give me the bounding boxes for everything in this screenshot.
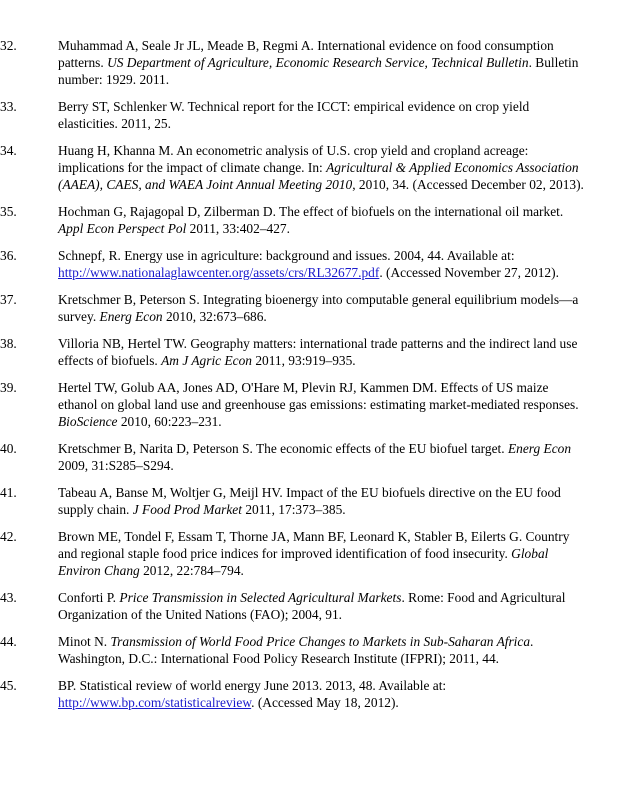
reference-text-segment: Kretschmer B, Peterson S. Integrating bioenergy into computable general equilibrium models—a survey. — [58, 292, 579, 324]
reference-number: 34. — [0, 143, 17, 158]
reference-item — [0, 440, 617, 474]
reference-list — [0, 37, 617, 711]
reference-item — [0, 484, 617, 518]
reference-link[interactable]: http://www.bp.com/statisticalreview — [58, 695, 252, 710]
reference-number: 38. — [0, 336, 17, 351]
reference-number: 40. — [0, 441, 17, 456]
reference-item — [0, 633, 617, 667]
reference-number: 35. — [0, 204, 17, 219]
reference-item — [0, 291, 617, 325]
reference-text — [58, 292, 578, 324]
reference-text — [58, 590, 565, 622]
reference-item — [0, 203, 617, 237]
reference-source-title: US Department of Agriculture, Economic Research Service, Technical Bulletin — [107, 55, 529, 70]
reference-text — [58, 380, 579, 429]
reference-text — [58, 529, 569, 578]
reference-text-segment: , 2010, 34. (Accessed December 02, 2013). — [352, 177, 584, 192]
reference-text-segment: Hochman G, Rajagopal D, Zilberman D. The effect of biofuels on the international oil market. — [58, 204, 564, 219]
reference-number: 44. — [0, 634, 17, 649]
reference-text-segment: Schnepf, R. Energy use in agriculture: background and issues. 2004, 44. Available at: — [58, 248, 515, 263]
reference-text-segment: Hertel TW, Golub AA, Jones AD, O'Hare M, Plevin RJ, Kammen DM. Effects of US maize ethanol on global land use and greenhouse gas emissions: estimating market-mediated responses. — [58, 380, 579, 412]
reference-source-title: Agricultural & Applied Economics Association (AAEA), CAES, and WAEA Joint Annual Meeting 2010 — [58, 160, 579, 192]
reference-item — [0, 379, 617, 430]
reference-number: 39. — [0, 380, 17, 395]
reference-item — [0, 677, 617, 711]
reference-text — [58, 485, 561, 517]
reference-number: 45. — [0, 678, 17, 693]
reference-item — [0, 335, 617, 369]
reference-item — [0, 37, 617, 88]
reference-text-segment: . Washington, D.C.: International Food Policy Research Institute (IFPRI); 2011, 44. — [58, 634, 534, 666]
reference-link[interactable]: http://www.nationalaglawcenter.org/assets/crs/RL32677.pdf — [58, 265, 380, 280]
reference-text-segment: 2011, 33:402–427. — [186, 221, 290, 236]
reference-text — [58, 441, 571, 473]
reference-text-segment: Brown ME, Tondel F, Essam T, Thorne JA, Mann BF, Leonard K, Stabler B, Eilerts G. Country and regional staple food price indices for improved identification of food insecurity. — [58, 529, 570, 561]
reference-text-segment: 2012, 22:784–794. — [139, 563, 244, 578]
reference-text-segment: BP. Statistical review of world energy June 2013. 2013, 48. Available at: — [58, 678, 447, 693]
reference-item — [0, 589, 617, 623]
reference-text — [58, 204, 563, 236]
reference-source-title: Price Transmission in Selected Agricultural Markets — [119, 590, 402, 605]
reference-source-title: Energ Econ — [99, 309, 163, 324]
reference-item — [0, 142, 617, 193]
reference-text-segment: . Rome: Food and Agricultural Organization of the United Nations (FAO); 2004, 91. — [58, 590, 566, 622]
reference-text-segment: . (Accessed November 27, 2012). — [379, 265, 559, 280]
reference-text — [58, 143, 584, 192]
reference-text-segment: Conforti P. — [58, 590, 120, 605]
reference-number: 41. — [0, 485, 17, 500]
reference-source-title: Transmission of World Food Price Changes to Markets in Sub-Saharan Africa — [110, 634, 531, 649]
reference-text-segment: . Bulletin number: 1929. 2011. — [58, 55, 579, 87]
reference-number: 36. — [0, 248, 17, 263]
reference-text-segment: Villoria NB, Hertel TW. Geography matters: international trade patterns and the indirect land use effects of biofuels. — [58, 336, 578, 368]
reference-text — [58, 99, 529, 131]
reference-text-segment: Berry ST, Schlenker W. Technical report for the ICCT: empirical evidence on crop yield elasticities. 2011, 25. — [58, 99, 530, 131]
reference-text-segment: 2011, 17:373–385. — [241, 502, 346, 517]
reference-number: 37. — [0, 292, 17, 307]
reference-text-segment: Muhammad A, Seale Jr JL, Meade B, Regmi A. International evidence on food consumption patterns. — [58, 38, 554, 70]
reference-number: 32. — [0, 38, 17, 53]
reference-item — [0, 528, 617, 579]
reference-text — [58, 38, 578, 87]
reference-source-title: BioScience — [58, 414, 118, 429]
reference-text-segment: 2009, 31:S285–S294. — [58, 458, 174, 473]
reference-text — [58, 678, 446, 710]
reference-number: 43. — [0, 590, 17, 605]
reference-text — [58, 336, 577, 368]
reference-source-title: J Food Prod Market — [132, 502, 242, 517]
reference-text-segment: Kretschmer B, Narita D, Peterson S. The economic effects of the EU biofuel target. — [58, 441, 508, 456]
reference-text-segment: Huang H, Khanna M. An econometric analysis of U.S. crop yield and cropland acreage: implications for the impact of climate change. In: — [58, 143, 529, 175]
reference-item — [0, 247, 617, 281]
reference-source-title: Energ Econ — [507, 441, 572, 456]
reference-text-segment: 2011, 93:919–935. — [251, 353, 356, 368]
reference-source-title: Am J Agric Econ — [161, 353, 252, 368]
reference-text — [58, 248, 559, 280]
reference-text-segment: Tabeau A, Banse M, Woltjer G, Meijl HV. Impact of the EU biofuels directive on the EU food supply chain. — [58, 485, 561, 517]
reference-text-segment: 2010, 32:673–686. — [162, 309, 267, 324]
reference-item — [0, 98, 617, 132]
reference-number: 42. — [0, 529, 17, 544]
reference-text-segment: 2010, 60:223–231. — [117, 414, 222, 429]
reference-text — [58, 634, 533, 666]
reference-source-title: Appl Econ Perspect Pol — [58, 221, 187, 236]
reference-text-segment: Minot N. — [58, 634, 111, 649]
reference-text-segment: . (Accessed May 18, 2012). — [251, 695, 399, 710]
reference-source-title: Global Environ Chang — [58, 546, 549, 578]
reference-number: 33. — [0, 99, 17, 114]
